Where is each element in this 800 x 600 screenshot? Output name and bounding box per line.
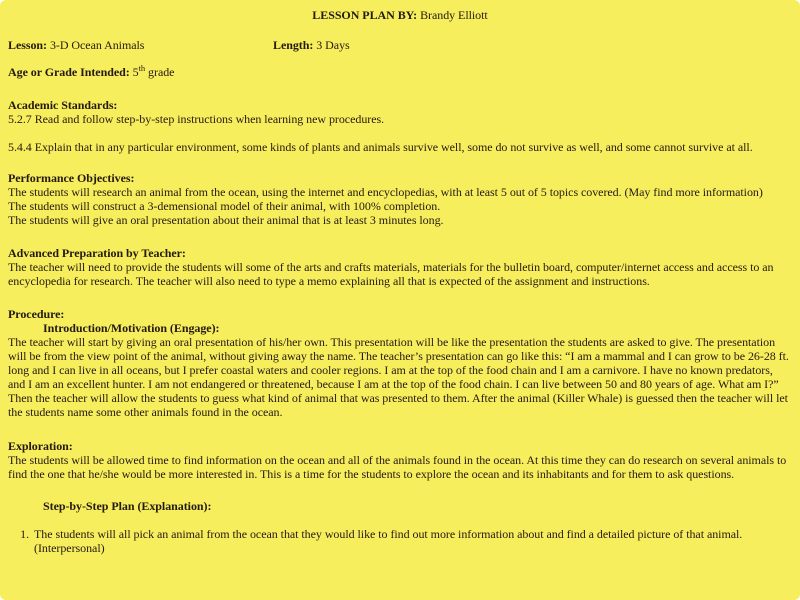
- title-value: Brandy Elliott: [420, 8, 488, 22]
- procedure-subheading: Introduction/Motivation (Engage):: [43, 321, 220, 335]
- length-value: 3 Days: [316, 38, 350, 52]
- procedure-body: The teacher will start by giving an oral presentation of his/her own. This presentation will be like the presentation the students are asked to give. The presentation will be from the view point of the animal, without giving away the name. The teacher’s presentation can go like this: “I am a mammal and I can grow to be 26-28 ft. long and I can live in all oceans, but I prefer coastal waters and cooler regions. I am at the top of the food chain and I am a carnivore. I have no known predators, and I am an excellent hunter. I am not endangered or threatened, because I am at the top of the food chain. I can live between 50 and 80 years of age. What am I?” Then the teacher will allow the students to guess what kind of animal that was presented to them. After the animal (Killer Whale) is guessed then the teacher will let the students name some other animals found in the ocean.: [8, 335, 789, 419]
- standard-item: 5.2.7 Read and follow step-by-step instructions when learning new procedures.: [8, 112, 385, 126]
- lesson-value: 3-D Ocean Animals: [49, 38, 145, 52]
- grade-label: Age or Grade Intended:: [8, 65, 130, 79]
- length-field: [273, 38, 350, 52]
- step-list: [8, 527, 792, 555]
- grade-value: 5th grade: [132, 63, 175, 79]
- section-performance-objectives: [8, 171, 792, 227]
- advanced-preparation-heading: Advanced Preparation by Teacher:: [8, 246, 186, 260]
- section-advanced-preparation: [8, 246, 792, 288]
- title-label: LESSON PLAN BY:: [312, 8, 418, 22]
- grade-field: [8, 65, 792, 79]
- grade-ordinal-superscript: th: [138, 63, 146, 73]
- lesson-field: [8, 38, 273, 52]
- objective-item: The students will give an oral presentation about their animal that is at least 3 minutes long.: [8, 213, 444, 227]
- exploration-body: The students will be allowed time to find information on the ocean and all of the animals found in the ocean. At this time they can do research on several animals to find the one that he/she would be more interested in. This is a time for the students to explore the ocean and its inhabitants and for them to ask questions.: [8, 453, 787, 481]
- document-title: [8, 8, 792, 22]
- section-procedure: [8, 307, 792, 419]
- lesson-length-row: [8, 38, 792, 52]
- procedure-heading: Procedure:: [8, 307, 65, 321]
- section-step-by-step-plan: [8, 499, 792, 555]
- exploration-heading: Exploration:: [8, 439, 73, 453]
- section-academic-standards: [8, 98, 792, 154]
- lesson-label: Lesson:: [8, 38, 47, 52]
- academic-standards-heading: Academic Standards:: [8, 98, 118, 112]
- standard-item: 5.4.4 Explain that in any particular environment, some kinds of plants and animals survive well, some do not survive as well, and some cannot survive at all.: [8, 140, 753, 154]
- length-label: Length:: [273, 38, 314, 52]
- advanced-preparation-body: The teacher will need to provide the students will some of the arts and crafts materials, materials for the bulletin board, computer/internet access and access to an encyclopedia for research. The teacher will also need to type a memo explaining all that is expected of the assignment and instructions.: [8, 260, 774, 288]
- objective-item: The students will research an animal from the ocean, using the internet and encyclopedias, with at least 5 out of 5 topics covered. (May find more information): [8, 185, 763, 199]
- performance-objectives-heading: Performance Objectives:: [8, 171, 135, 185]
- step-by-step-heading: Step-by-Step Plan (Explanation):: [43, 499, 212, 513]
- section-exploration: [8, 439, 792, 481]
- step-item: 1. The students will all pick an animal from the ocean that they would like to find out more information about and find a detailed picture of that animal. (Interpersonal): [32, 527, 792, 555]
- objective-item: The students will construct a 3-demensional model of their animal, with 100% completion.: [8, 199, 441, 213]
